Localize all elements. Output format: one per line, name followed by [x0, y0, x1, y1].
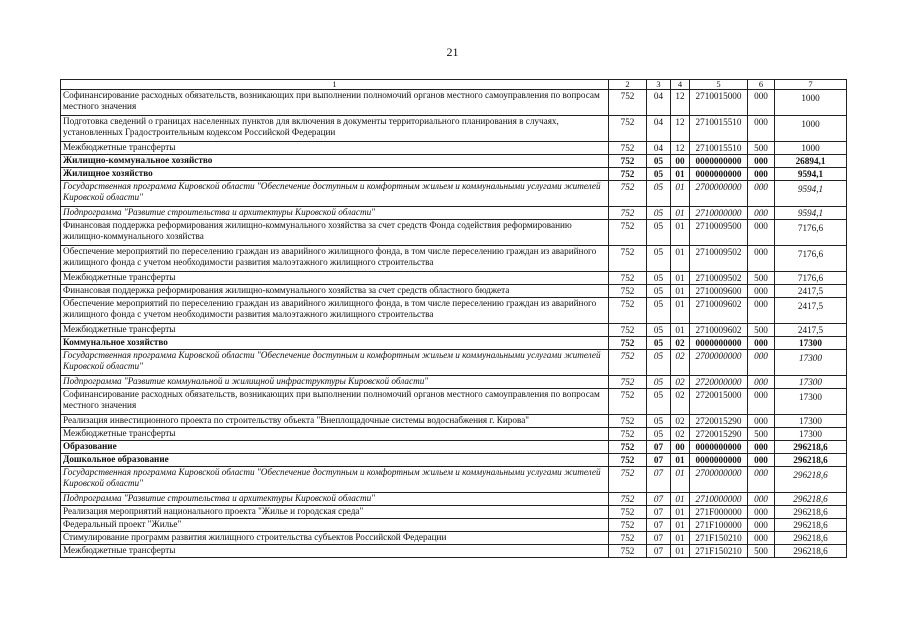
section-code-cell: 04: [647, 90, 671, 116]
section-code-cell: 05: [647, 181, 671, 207]
target-article-cell: 0000000000: [690, 441, 748, 454]
column-header: 4: [671, 80, 690, 90]
admin-code-cell: 752: [609, 168, 647, 181]
table-row: [61, 155, 847, 168]
table-row: [61, 337, 847, 350]
target-article-cell: 2720000000: [690, 376, 748, 389]
subsection-code-cell: 01: [671, 207, 690, 220]
target-article-cell: 0000000000: [690, 168, 748, 181]
admin-code-cell: 752: [609, 246, 647, 272]
table-row: [61, 519, 847, 532]
column-header: 5: [690, 80, 748, 90]
section-code-cell: 07: [647, 493, 671, 506]
table-row: [61, 389, 847, 415]
table-row: [61, 298, 847, 324]
table-row: [61, 116, 847, 142]
amount-cell: 17300: [775, 389, 847, 415]
admin-code-cell: 752: [609, 519, 647, 532]
table-row: [61, 272, 847, 285]
row-name-cell: Межбюджетные трансферты: [61, 142, 609, 155]
subsection-code-cell: 01: [671, 467, 690, 493]
section-code-cell: 07: [647, 467, 671, 493]
subsection-code-cell: 12: [671, 90, 690, 116]
amount-cell: 296218,6: [775, 519, 847, 532]
amount-cell: 2417,5: [775, 285, 847, 298]
expense-type-cell: 000: [748, 376, 775, 389]
row-name-cell: Межбюджетные трансферты: [61, 324, 609, 337]
table-row: [61, 181, 847, 207]
row-name-cell: Реализация мероприятий национального проекта "Жилье и городская среда": [61, 506, 609, 519]
subsection-code-cell: 02: [671, 389, 690, 415]
admin-code-cell: 752: [609, 350, 647, 376]
column-header: 1: [61, 80, 609, 90]
subsection-code-cell: 02: [671, 350, 690, 376]
target-article-cell: 2720015000: [690, 389, 748, 415]
table-row: [61, 207, 847, 220]
section-code-cell: 05: [647, 207, 671, 220]
section-code-cell: 05: [647, 298, 671, 324]
target-article-cell: 0000000000: [690, 337, 748, 350]
expense-type-cell: 500: [748, 545, 775, 558]
subsection-code-cell: 01: [671, 506, 690, 519]
table-row: [61, 506, 847, 519]
section-code-cell: 07: [647, 545, 671, 558]
target-article-cell: 0000000000: [690, 454, 748, 467]
subsection-code-cell: 02: [671, 337, 690, 350]
subsection-code-cell: 00: [671, 155, 690, 168]
section-code-cell: 07: [647, 441, 671, 454]
table-row: [61, 376, 847, 389]
section-code-cell: 04: [647, 116, 671, 142]
amount-cell: 2417,5: [775, 324, 847, 337]
expense-type-cell: 000: [748, 454, 775, 467]
row-name-cell: Образование: [61, 441, 609, 454]
amount-cell: 296218,6: [775, 467, 847, 493]
expense-type-cell: 000: [748, 389, 775, 415]
expense-type-cell: 000: [748, 337, 775, 350]
expense-type-cell: 000: [748, 246, 775, 272]
target-article-cell: 2710009602: [690, 298, 748, 324]
row-name-cell: Подготовка сведений о границах населенных пунктов для включения в документы территориального планирования в случаях, установленных Градостроительным кодексом Российской Федерации: [61, 116, 609, 142]
budget-table: [60, 79, 847, 558]
admin-code-cell: 752: [609, 155, 647, 168]
row-name-cell: Межбюджетные трансферты: [61, 272, 609, 285]
admin-code-cell: 752: [609, 493, 647, 506]
subsection-code-cell: 01: [671, 324, 690, 337]
expense-type-cell: 000: [748, 90, 775, 116]
target-article-cell: 2710009600: [690, 285, 748, 298]
amount-cell: 296218,6: [775, 441, 847, 454]
section-code-cell: 05: [647, 337, 671, 350]
table-row: [61, 545, 847, 558]
admin-code-cell: 752: [609, 454, 647, 467]
section-code-cell: 05: [647, 428, 671, 441]
amount-cell: 1000: [775, 116, 847, 142]
section-code-cell: 05: [647, 324, 671, 337]
amount-cell: 17300: [775, 337, 847, 350]
amount-cell: 9594,1: [775, 207, 847, 220]
expense-type-cell: 000: [748, 506, 775, 519]
column-header: 2: [609, 80, 647, 90]
row-name-cell: Коммунальное хозяйство: [61, 337, 609, 350]
amount-cell: 296218,6: [775, 545, 847, 558]
expense-type-cell: 000: [748, 532, 775, 545]
row-name-cell: Дошкольное образование: [61, 454, 609, 467]
expense-type-cell: 000: [748, 350, 775, 376]
section-code-cell: 07: [647, 454, 671, 467]
table-row: [61, 220, 847, 246]
table-row: [61, 454, 847, 467]
subsection-code-cell: 01: [671, 272, 690, 285]
table-row: [61, 532, 847, 545]
row-name-cell: Подпрограмма "Развитие коммунальной и жилищной инфраструктуры Кировской области": [61, 376, 609, 389]
column-header: 3: [647, 80, 671, 90]
amount-cell: 296218,6: [775, 493, 847, 506]
target-article-cell: 271F150210: [690, 545, 748, 558]
section-code-cell: 05: [647, 155, 671, 168]
row-name-cell: Софинансирование расходных обязательств, возникающих при выполнении полномочий органов местного самоуправления по вопросам местного значения: [61, 90, 609, 116]
section-code-cell: 07: [647, 519, 671, 532]
amount-cell: 7176,6: [775, 220, 847, 246]
expense-type-cell: 500: [748, 272, 775, 285]
expense-type-cell: 000: [748, 441, 775, 454]
admin-code-cell: 752: [609, 415, 647, 428]
target-article-cell: 0000000000: [690, 155, 748, 168]
section-code-cell: 05: [647, 376, 671, 389]
subsection-code-cell: 02: [671, 415, 690, 428]
admin-code-cell: 752: [609, 181, 647, 207]
subsection-code-cell: 01: [671, 298, 690, 324]
row-name-cell: Финансовая поддержка реформирования жилищно-коммунального хозяйства за счет средств Фонда содействия реформированию жилищно-коммунального хозяйства: [61, 220, 609, 246]
subsection-code-cell: 02: [671, 428, 690, 441]
section-code-cell: 05: [647, 285, 671, 298]
section-code-cell: 05: [647, 350, 671, 376]
subsection-code-cell: 12: [671, 116, 690, 142]
table-row: [61, 441, 847, 454]
table-row: [61, 246, 847, 272]
admin-code-cell: 752: [609, 376, 647, 389]
section-code-cell: 07: [647, 532, 671, 545]
subsection-code-cell: 02: [671, 376, 690, 389]
target-article-cell: 2710009602: [690, 324, 748, 337]
amount-cell: 296218,6: [775, 454, 847, 467]
target-article-cell: 2710015510: [690, 116, 748, 142]
section-code-cell: 05: [647, 415, 671, 428]
target-article-cell: 271F100000: [690, 519, 748, 532]
amount-cell: 9594,1: [775, 168, 847, 181]
admin-code-cell: 752: [609, 441, 647, 454]
target-article-cell: 2710015510: [690, 142, 748, 155]
subsection-code-cell: 01: [671, 545, 690, 558]
admin-code-cell: 752: [609, 116, 647, 142]
admin-code-cell: 752: [609, 467, 647, 493]
admin-code-cell: 752: [609, 207, 647, 220]
expense-type-cell: 000: [748, 207, 775, 220]
subsection-code-cell: 01: [671, 454, 690, 467]
admin-code-cell: 752: [609, 337, 647, 350]
amount-cell: 296218,6: [775, 532, 847, 545]
admin-code-cell: 752: [609, 428, 647, 441]
target-article-cell: 2710015000: [690, 90, 748, 116]
row-name-cell: Софинансирование расходных обязательств, возникающих при выполнении полномочий органов местного самоуправления по вопросам местного значения: [61, 389, 609, 415]
expense-type-cell: 000: [748, 181, 775, 207]
admin-code-cell: 752: [609, 389, 647, 415]
amount-cell: 296218,6: [775, 506, 847, 519]
amount-cell: 7176,6: [775, 272, 847, 285]
subsection-code-cell: 01: [671, 285, 690, 298]
row-name-cell: Обеспечение мероприятий по переселению граждан из аварийного жилищного фонда, в том числе переселению граждан из аварийного жилищного фонда с учетом необходимости развития малоэтажного жилищного строительства: [61, 246, 609, 272]
subsection-code-cell: 01: [671, 493, 690, 506]
row-name-cell: Подпрограмма "Развитие строительства и архитектуры Кировской области": [61, 207, 609, 220]
section-code-cell: 05: [647, 272, 671, 285]
target-article-cell: 2710000000: [690, 207, 748, 220]
admin-code-cell: 752: [609, 545, 647, 558]
expense-type-cell: 500: [748, 428, 775, 441]
amount-cell: 1000: [775, 142, 847, 155]
row-name-cell: Реализация инвестиционного проекта по строительству объекта "Внеплощадочные системы водоснабжения г. Кирова": [61, 415, 609, 428]
expense-type-cell: 000: [748, 168, 775, 181]
amount-cell: 17300: [775, 428, 847, 441]
target-article-cell: 2710000000: [690, 493, 748, 506]
page-number: 21: [446, 45, 459, 59]
expense-type-cell: 000: [748, 493, 775, 506]
target-article-cell: 2710009500: [690, 220, 748, 246]
target-article-cell: 2700000000: [690, 350, 748, 376]
section-code-cell: 05: [647, 168, 671, 181]
section-code-cell: 05: [647, 389, 671, 415]
section-code-cell: 05: [647, 246, 671, 272]
amount-cell: 2417,5: [775, 298, 847, 324]
admin-code-cell: 752: [609, 532, 647, 545]
admin-code-cell: 752: [609, 506, 647, 519]
row-name-cell: Федеральный проект "Жилье": [61, 519, 609, 532]
subsection-code-cell: 01: [671, 246, 690, 272]
column-header: 6: [748, 80, 775, 90]
amount-cell: 17300: [775, 350, 847, 376]
admin-code-cell: 752: [609, 272, 647, 285]
row-name-cell: Стимулирование программ развития жилищного строительства субъектов Российской Федерации: [61, 532, 609, 545]
expense-type-cell: 000: [748, 467, 775, 493]
admin-code-cell: 752: [609, 142, 647, 155]
expense-type-cell: 000: [748, 116, 775, 142]
amount-cell: 17300: [775, 415, 847, 428]
subsection-code-cell: 01: [671, 168, 690, 181]
expense-type-cell: 000: [748, 519, 775, 532]
subsection-code-cell: 12: [671, 142, 690, 155]
section-code-cell: 07: [647, 506, 671, 519]
header-row: [61, 80, 847, 90]
expense-type-cell: 000: [748, 155, 775, 168]
row-name-cell: Обеспечение мероприятий по переселению граждан из аварийного жилищного фонда, в том числе переселению граждан из аварийного жилищного фонда с учетом необходимости развития малоэтажного жилищного строительства: [61, 298, 609, 324]
target-article-cell: 2700000000: [690, 467, 748, 493]
target-article-cell: 2720015290: [690, 415, 748, 428]
row-name-cell: Жилищно-коммунальное хозяйство: [61, 155, 609, 168]
table-row: [61, 467, 847, 493]
expense-type-cell: 000: [748, 415, 775, 428]
row-name-cell: Финансовая поддержка реформирования жилищно-коммунального хозяйства за счет средств областного бюджета: [61, 285, 609, 298]
subsection-code-cell: 01: [671, 532, 690, 545]
amount-cell: 1000: [775, 90, 847, 116]
table-row: [61, 493, 847, 506]
subsection-code-cell: 01: [671, 181, 690, 207]
expense-type-cell: 000: [748, 298, 775, 324]
subsection-code-cell: 01: [671, 220, 690, 246]
row-name-cell: Государственная программа Кировской области "Обеспечение доступным и комфортным жильем и коммунальными услугами жителей Кировской области": [61, 181, 609, 207]
table-row: [61, 415, 847, 428]
row-name-cell: Жилищное хозяйство: [61, 168, 609, 181]
target-article-cell: 2710009502: [690, 246, 748, 272]
admin-code-cell: 752: [609, 298, 647, 324]
target-article-cell: 271F000000: [690, 506, 748, 519]
section-code-cell: 04: [647, 142, 671, 155]
table-row: [61, 285, 847, 298]
admin-code-cell: 752: [609, 285, 647, 298]
target-article-cell: 271F150210: [690, 532, 748, 545]
expense-type-cell: 000: [748, 285, 775, 298]
target-article-cell: 2700000000: [690, 181, 748, 207]
row-name-cell: Межбюджетные трансферты: [61, 428, 609, 441]
section-code-cell: 05: [647, 220, 671, 246]
table-row: [61, 350, 847, 376]
admin-code-cell: 752: [609, 90, 647, 116]
expense-type-cell: 000: [748, 220, 775, 246]
target-article-cell: 2710009502: [690, 272, 748, 285]
column-header: 7: [775, 80, 847, 90]
table-row: [61, 428, 847, 441]
amount-cell: 9594,1: [775, 181, 847, 207]
subsection-code-cell: 00: [671, 441, 690, 454]
amount-cell: 17300: [775, 376, 847, 389]
row-name-cell: Межбюджетные трансферты: [61, 545, 609, 558]
table-row: [61, 168, 847, 181]
amount-cell: 7176,6: [775, 246, 847, 272]
amount-cell: 26894,1: [775, 155, 847, 168]
admin-code-cell: 752: [609, 324, 647, 337]
row-name-cell: Государственная программа Кировской области "Обеспечение доступным и комфортным жильем и коммунальными услугами жителей Кировской области": [61, 350, 609, 376]
table-row: [61, 324, 847, 337]
admin-code-cell: 752: [609, 220, 647, 246]
row-name-cell: Государственная программа Кировской области "Обеспечение доступным и комфортным жильем и коммунальными услугами жителей Кировской области": [61, 467, 609, 493]
subsection-code-cell: 01: [671, 519, 690, 532]
row-name-cell: Подпрограмма "Развитие строительства и архитектуры Кировской области": [61, 493, 609, 506]
target-article-cell: 2720015290: [690, 428, 748, 441]
expense-type-cell: 500: [748, 142, 775, 155]
table-row: [61, 90, 847, 116]
expense-type-cell: 500: [748, 324, 775, 337]
table-row: [61, 142, 847, 155]
